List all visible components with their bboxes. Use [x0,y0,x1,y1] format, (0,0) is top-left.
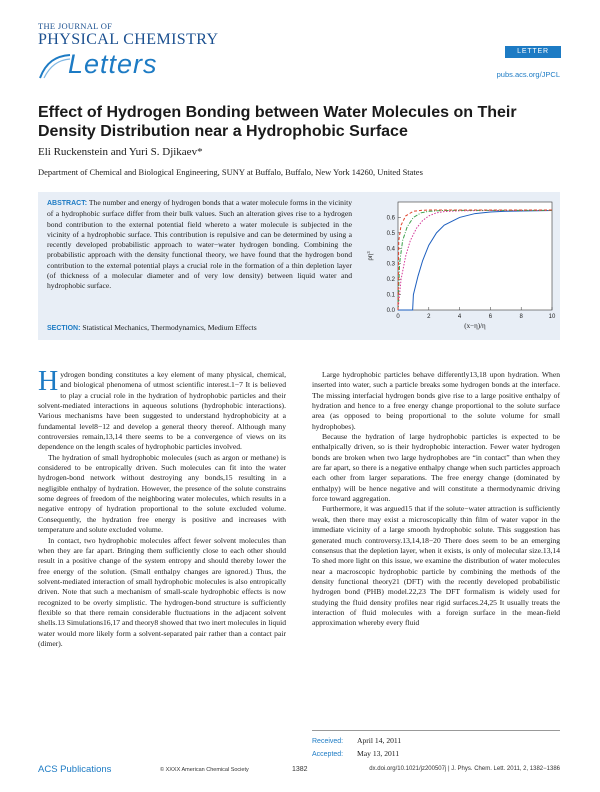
publication-dates [312,730,560,761]
logo-swoosh-icon [38,52,72,80]
plot-frame [398,202,552,310]
x-tick-label: 0 [396,314,400,320]
x-tick-label: 10 [548,314,556,320]
y-tick-label: 0.0 [386,308,395,314]
journal-letters-title: Letters [68,49,158,79]
x-tick-label: 6 [488,314,493,320]
section-text: Statistical Mechanics, Thermodynamics, Medium Effects [82,323,257,332]
accepted-value: May 13, 2011 [357,749,400,758]
body-column-right [312,370,560,629]
body-paragraph: Furthermore, it was argued15 that if the solute−water attraction is sufficiently weak, then there may exist a microscopically thin film of water vapor in the immediate vicinity of a large smooth hydrophobic solute. This suggestion has generated much controversy.13,14,18−20 There does seem to be an emerging consensus that the depletion layer, when it exists, is only of molecular size.13,14 To shed more light on this issue, we examine the distribution of water molecules near a macroscopic hydrophobic particle by combining the methods of the density functional theory21 (DFT) with the recently developed probabilistic hydrogen bond (PHB) model.22,23 The DFT formalism is widely used for studying the fluid density profiles near rigid surfaces.24,25 It usually treats the interaction of fluid molecules with a foreign surface in the mean-field approximation whereby every fluid [312,504,560,628]
doi-citation[interactable]: dx.doi.org/10.1021/jz200507j | J. Phys. Chem. Lett. 2011, 2, 1382−1386 [369,766,560,772]
article-type-badge: LETTER [505,46,561,58]
paragraph-text: ydrogen bonding constitutes a key element of many physical, chemical, and biological phenomena of utmost scientific interest.1−7 It is believed to play a crucial role in the hydration of hydrophobic particles and their solvent-mediated interactions in aqueous solutions (hydrophobic interactions). Various mechanisms have been suggested to understand hydrophobicity at a fundamental level8−12 and develop a general theory thereof. Although many controversies remain,13,14 there seems to be a convergence of views on its dependence on the length scales of hydrophobic particles involved. [38,370,286,452]
body-paragraph: In contact, two hydrophobic molecules affect fewer solvent molecules than when they are far apart. Bringing them sufficiently close to each other should result in a positive change of the system entropy and should thereby lower the free energy of the solution. (Small enthalpy changes are ignored.) Thus, the solvent-mediated interaction of small hydrophobic molecules is also entropically driven. Note that such a mechanism of small-scale hydrophobic effects is now recognized to be overly simplistic. The hydrogen-bond structure is sufficiently flexible so that there remain considerable fluctuations in the adjacent solvent shells.13 Simulations16,17 and theory8 showed that two inert molecules in liquid water would more likely form a solvent-separated pair rather than a contact pair (dimer). [38,535,286,648]
accepted-label: Accepted: [312,751,344,758]
received-value: April 14, 2011 [357,736,402,745]
section-line [47,323,257,332]
y-tick-label: 0.3 [386,261,395,268]
abstract-label: ABSTRACT: [47,200,88,207]
y-tick-label: 0.2 [386,277,395,284]
page-footer [0,760,600,780]
journal-url-link[interactable]: pubs.acs.org/JPCL [496,70,560,79]
y-tick-label: 0.1 [386,292,395,299]
y-axis-label: ρη³ [366,251,374,261]
abstract-text: The number and energy of hydrogen bonds that a water molecule forms in the vicinity of a hydrophobic surface differ from their bulk values. Such an alteration gives rise to a hydrogen bond contribution to the external potential field whereto a water molecule is subjected in the vicinity of a hydrophobic surface. This contribution is repulsive and can be determined by using a recently developed probabilistic approach to water−water hydrogen bonding. Combining the probabilistic approach with the density functional theory, we have found that the hydrogen bond contribution to the external potential plays a crucial role in the formation of a thin depletion layer (of thickness of a molecular diameter and of very low density) between liquid water and hydrophobic surface. [47,198,352,291]
body-paragraph [38,366,286,453]
drop-cap: H [38,366,59,397]
journal-small-title: THE JOURNAL OF [38,21,113,31]
y-tick-label: 0.6 [386,215,395,222]
x-tick-label: 8 [519,314,523,320]
x-tick-label: 2 [427,314,431,320]
body-paragraph: The hydration of small hydrophobic molecules (such as argon or methane) is considered to be entropically driven. Such molecules can fit into the water hydrogen-bond network without destroying any bonds,15 resulting in a negligible enthalpy of hydration. However, the presence of the solute constrains some degrees of freedom of the neighboring water molecules, which results in a negative entropy of hydration proportional to the solute excluded volume. Consequently, the hydration free energy is positive and increases with temperature and solute excluded volume. [38,452,286,535]
acs-publications-logo: ACS Publications [38,764,112,775]
copyright-text: © XXXX American Chemical Society [160,767,249,773]
journal-main-title: PHYSICAL CHEMISTRY [38,31,219,48]
y-tick-label: 0.5 [386,230,395,237]
received-row [312,735,560,748]
body-paragraph: Large hydrophobic particles behave differently13,18 upon hydration. When inserted into water, such a particle breaks some hydrogen bonds at the interface. The missing interfacial hydrogen bonds give rise to a large positive enthalpy of hydration and hence to a free energy change proportional to the solute surface area (as opposed to being proportional to the solute volume for small hydrophobes). [312,370,560,431]
toc-graphic-chart [356,192,560,338]
y-tick-label: 0.4 [386,246,395,253]
body-paragraph: Because the hydration of large hydrophobic particles is expected to be enthalpically driven, so is their hydrophobic interaction. Fewer water hydrogen bonds are broken when two large hydrophobes are “in contact” than when they are far apart, so there is a negative enthalpy change when such particles approach each other from larger separations. The free energy change (dominated by enthalpy) will be hence negative and will constitute a thermodynamic driving force toward aggregation. [312,432,560,504]
x-tick-label: 4 [457,314,462,320]
section-label: SECTION: [47,325,81,332]
article-title: Effect of Hydrogen Bonding between Water Molecules on Their Density Distribution near a Hydrophobic Surface [38,104,517,140]
abstract-box [38,192,560,340]
received-label: Received: [312,738,344,745]
journal-logo [38,21,219,84]
article-affiliation: Department of Chemical and Biological Engineering, SUNY at Buffalo, Buffalo, New York 14260, United States [38,167,423,177]
page-number: 1382 [292,766,308,773]
abstract-text-block [47,198,352,292]
article-authors: Eli Ruckenstein and Yuri S. Djikaev* [38,146,203,158]
x-axis-label: (x−η)/η [464,322,486,330]
body-column-left [38,366,286,649]
